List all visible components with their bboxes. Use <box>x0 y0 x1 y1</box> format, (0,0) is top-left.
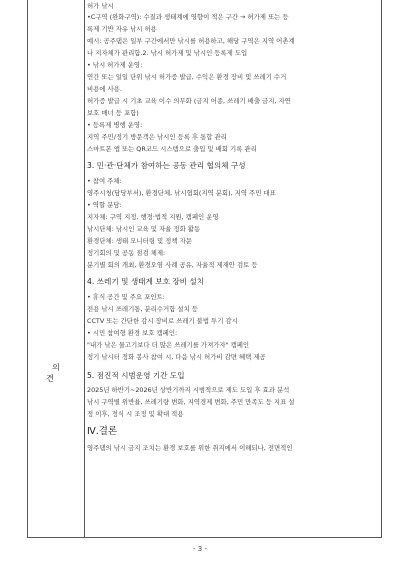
text-line: 정 이후, 정식 시 조정 및 확대 적용 <box>87 410 184 418</box>
label-column <box>28 0 85 537</box>
text-line: • 역할 분담: <box>87 201 122 209</box>
text-line: 전용 낚시 쓰레기통, 분리수거함 설치 등 <box>87 305 198 313</box>
text-line: 분기별 회의 개최, 환경오염 사례 공유, 자율적 제재안 검토 등 <box>87 261 258 269</box>
text-line: 환경단체: 생태 모니터링 및 정책 자문 <box>87 237 192 245</box>
opinion-table <box>27 0 382 538</box>
text-line: 예시: 공주댐은 일부 구간에서만 낚시를 허용하고, 해당 구역은 지역 어촌계 <box>87 37 295 45</box>
text-line: • 참여 주체: <box>87 177 122 185</box>
text-line: • 낚시 허가제 운영: <box>87 61 143 69</box>
text-line: 낚시단체: 낚시인 교육 및 자율 정화 활동 <box>87 225 201 233</box>
text-line: CCTV 또는 간단한 감시 장비로 쓰레기 불법 투기 감시 <box>87 317 238 325</box>
text-line: 정기회의 및 공동 점검 체제: <box>87 249 166 257</box>
text-line: 허가증 발급 시 기초 교육 이수 의무화 (금지 어종, 쓰레기 배출 금지, 자연 <box>87 97 291 105</box>
text-line: •C구역 (완화구역): 수질과 생태계에 영향이 적은 구간 → 허가제 또는 등 <box>87 13 289 21</box>
section-heading: 5. 점진적 시범운영 기간 도입 <box>87 371 185 380</box>
text-line: • 등록제 병행 운영: <box>87 121 143 129</box>
text-line: • 시민 참여형 환경 보호 캠페인: <box>87 329 178 337</box>
text-line: 보호 매너 등 포함) <box>87 109 139 117</box>
page-number: - 3 - <box>193 545 207 553</box>
text-line: 허가 낚시 <box>87 2 114 10</box>
text-line: 영주시청(담당부서), 환경단체, 낚시협회(지역 분회), 지역 주민 대표 <box>87 189 276 197</box>
text-line: 록제 기반 자유 낚시 허용 <box>87 25 157 33</box>
opinion-content <box>87 0 377 537</box>
text-line: 지자체: 구역 지정, 행정·법적 지원, 캠페인 운영 <box>87 213 219 221</box>
text-line: 비용에 사용. <box>87 85 122 93</box>
text-line: 2025년 하반기~2026년 상반기까지 시범적으로 제도 도입 후 효과 분석 <box>87 386 290 394</box>
text-line: 영주댐의 낚시 금지 조치는 환경 보호를 위한 취지에서 이해되나, 전면적인 <box>87 444 293 452</box>
text-line: 낚시 구역별 위반율, 쓰레기량 변화, 지역경제 변화, 주민 만족도 등 지표 설 <box>87 398 295 406</box>
section-heading: 4. 쓰레기 및 생태계 보호 장비 설치 <box>87 277 205 286</box>
text-line: • 휴식 공간 및 주요 포인트: <box>87 293 165 301</box>
text-line: 지역 주민/정기 방문객은 낚시인 등록 후 통합 관리 <box>87 133 227 141</box>
text-line: 연간 또는 일일 단위 낚시 허가증 발급, 수익은 환경 장비 및 쓰레기 수거 <box>87 73 287 81</box>
text-line: "내가 낚은 물고기보다 더 많은 쓰레기를 가져가자" 캠페인 <box>87 341 250 349</box>
section-label: 의 견 <box>46 363 72 383</box>
text-line: 나 지자체가 관리함.2. 낚시 허가제 및 낚시인 등록제 도입 <box>87 49 248 57</box>
text-line: 정기 낚시터 정화 봉사 참여 시, 다음 낚시 허가비 감면 혜택 제공 <box>87 353 266 361</box>
conclusion-heading: Ⅳ.결론 <box>87 426 118 437</box>
section-heading: 3. 민·관·단체가 참여하는 공동 관리 협의체 구성 <box>87 161 246 170</box>
text-line: 스마트폰 앱 또는 QR코드 시스템으로 출입 및 배회 기록 관리 <box>87 145 257 153</box>
